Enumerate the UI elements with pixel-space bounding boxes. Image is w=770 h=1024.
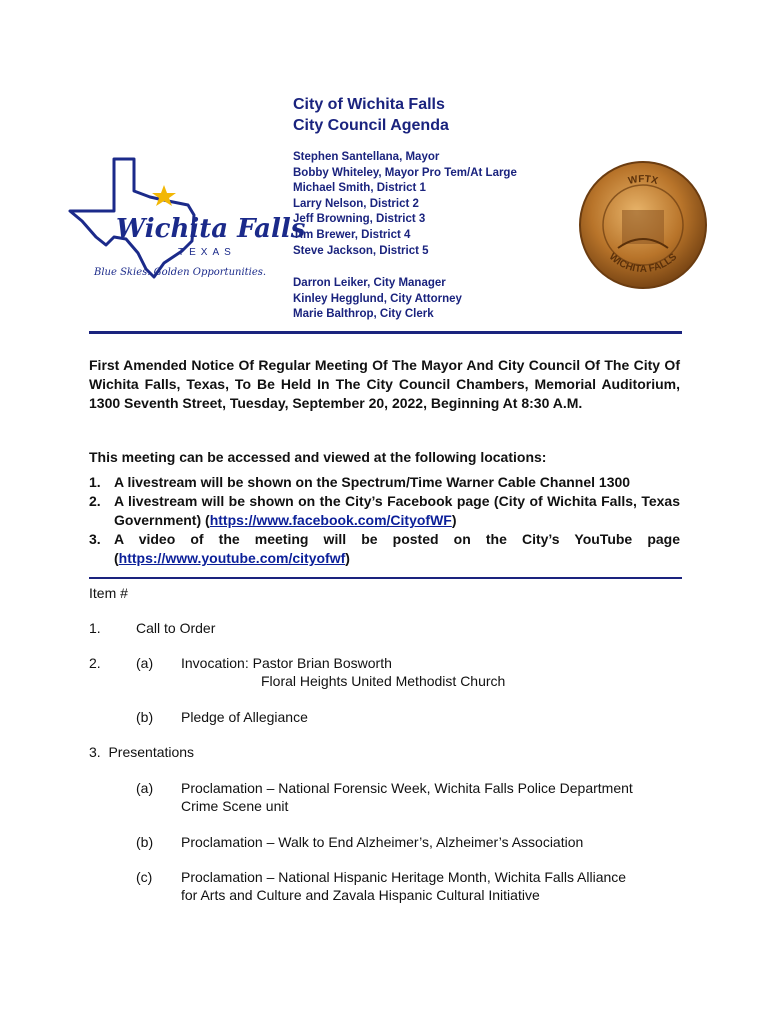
official-district-2: Larry Nelson, District 2	[293, 197, 419, 210]
logo-tagline: Blue Skies. Golden Opportunities.	[94, 267, 267, 278]
access-item-2: 2. A livestream will be shown on the City’s Facebook page (City of Wichita Falls, Texas Government) (https://www.facebook.com/CityofWF)	[89, 493, 680, 528]
access-intro: This meeting can be accessed and viewed at the following locations:	[89, 449, 547, 465]
item-3a-line2: Crime Scene unit	[181, 798, 289, 814]
facebook-link[interactable]: https://www.facebook.com/CityofWF	[209, 512, 452, 528]
item-3-label: 3. Presentations	[89, 744, 195, 760]
youtube-link[interactable]: https://www.youtube.com/cityofwf	[118, 550, 346, 566]
seal-top-text: WFTX	[627, 173, 659, 188]
official-district-3: Jeff Browning, District 3	[293, 213, 426, 226]
seal-bottom-text: WICHITA FALLS	[606, 251, 680, 276]
item-3b-line1: Proclamation – Walk to End Alzheimer’s, Alzheimer’s Association	[181, 834, 584, 850]
city-name: City of Wichita Falls	[293, 96, 445, 113]
item-3b-letter: (b)	[136, 834, 154, 850]
item-3c-line2: for Arts and Culture and Zavala Hispanic Cultural Initiative	[181, 887, 540, 903]
official-mayor: Stephen Santellana, Mayor	[293, 151, 440, 163]
item-number-heading: Item #	[89, 585, 128, 601]
council-members	[293, 150, 593, 259]
agenda-title: City Council Agenda	[293, 117, 449, 134]
logo-state: TEXAS	[178, 247, 236, 258]
staff-city-manager: Darron Leiker, City Manager	[293, 277, 446, 290]
staff-city-clerk: Marie Balthrop, City Clerk	[293, 308, 434, 321]
city-staff	[293, 276, 593, 323]
item-2a-label: Invocation: Pastor Brian Bosworth	[181, 655, 392, 671]
city-seal	[578, 160, 708, 290]
section-divider	[89, 577, 682, 579]
meeting-notice: First Amended Notice Of Regular Meeting Of The Mayor And City Council Of The City Of Wichita Falls, Texas, To Be Held In The City Council Chambers, Memorial Auditorium, 1300 Seventh Street, Tuesday, September 20, 2022, Beginning At 8:30 A.M.	[89, 357, 680, 411]
official-district-1: Michael Smith, District 1	[293, 182, 426, 195]
official-mayor-pro-tem: Bobby Whiteley, Mayor Pro Tem/At Large	[293, 166, 517, 179]
access-list	[89, 473, 680, 568]
item-2-number: 2.	[89, 655, 101, 671]
official-district-5: Steve Jackson, District 5	[293, 244, 429, 257]
item-2a-sub: Floral Heights United Methodist Church	[261, 673, 506, 689]
item-1-label: Call to Order	[136, 620, 216, 636]
access-item-1: 1. A livestream will be shown on the Spectrum/Time Warner Cable Channel 1300	[89, 474, 631, 490]
official-district-4: Tim Brewer, District 4	[293, 228, 411, 241]
access-item-3: 3. A video of the meeting will be posted on the City’s YouTube page (https://www.youtube.com/cityofwf)	[89, 531, 680, 566]
item-3c-letter: (c)	[136, 869, 153, 885]
header-divider	[89, 331, 682, 334]
item-3a-line1: Proclamation – National Forensic Week, Wichita Falls Police Department	[181, 780, 633, 796]
item-2a-letter: (a)	[136, 655, 154, 671]
staff-city-attorney: Kinley Hegglund, City Attorney	[293, 292, 462, 305]
item-2b-label: Pledge of Allegiance	[181, 709, 308, 725]
item-2b-letter: (b)	[136, 709, 154, 725]
agenda-header	[293, 94, 593, 323]
item-3c-line1: Proclamation – National Hispanic Heritage Month, Wichita Falls Alliance	[181, 869, 627, 885]
access-section	[89, 448, 680, 568]
item-3a-letter: (a)	[136, 780, 154, 796]
logo-wordmark: Wichita Falls	[116, 214, 306, 244]
wichita-falls-logo	[66, 155, 306, 281]
item-1-number: 1.	[89, 620, 101, 636]
